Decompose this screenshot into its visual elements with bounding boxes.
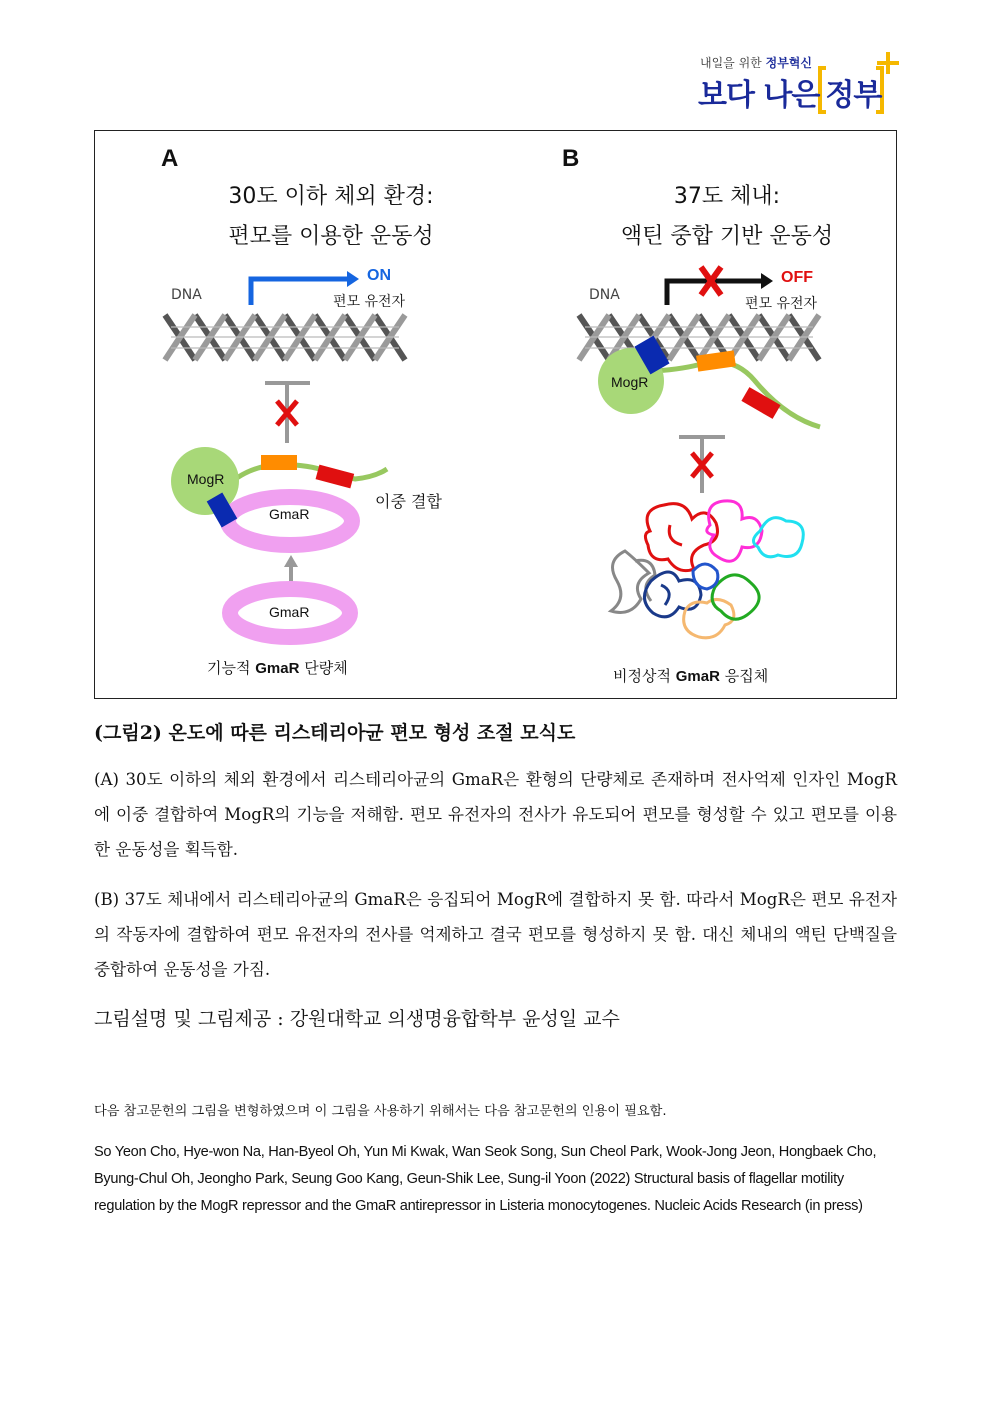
panel-b-off-label: OFF [781,269,813,286]
panel-b-caption-prefix: 비정상적 [613,667,671,685]
figure-caption-title: (그림2) 온도에 따른 리스테리아균 편모 형성 조절 모식도 [94,722,576,744]
panel-b-mogr-label: MogR [611,374,649,390]
logo-tagline-prefix: 내일을 위한 [700,56,762,70]
panel-a-mogr-label: MogR [187,471,225,487]
panel-a-up-arrowhead [284,555,298,567]
panel-a-red-block [316,465,355,489]
panel-b-red-block [741,387,780,419]
panel-a-title-line2: 편모를 이용한 운동성 [228,224,434,249]
panel-b-title-line1: 37도 체내: [673,184,781,209]
panel-a-on-arrowhead [347,271,359,287]
panel-b-gene-label: 편모 유전자 [745,296,818,312]
panel-a-caption-suffix: 단량체 [304,659,348,677]
panel-a-gmar-bound-label: GmaR [269,506,310,522]
panel-a-letter: A [161,145,179,172]
figure-schematic [94,130,897,699]
panel-a-graphics [165,271,405,637]
panel-a-caption [207,657,348,678]
reference-citation: So Yeon Cho, Hye-won Na, Han-Byeol Oh, Yun Mi Kwak, Wan Seok Song, Sun Cheol Park, Wook-Jong Jeon, Hongbaek Cho, Byung-Chul Oh, Jeongho Park, Seung Goo Kang, Geun-Shik Lee, Sung-il Yoon (2022) Structural basis of flagellar motility regulation by the MogR repressor and the GmaR antirepressor in Listeria monocytogenes. Nucleic Acids Research (in press) [94,1144,877,1214]
panel-b-gmar-aggregate [611,501,803,638]
panel-a-binding-label: 이중 결합 [375,492,442,511]
figure-credit: 그림설명 및 그림제공 : 강원대학교 의생명융합학부 윤성일 교수 [94,1008,620,1030]
panel-b-letter: B [562,145,580,172]
panel-b-off-arrowhead [761,273,773,289]
panel-a-dna-label: DNA [171,287,202,303]
logo-main-right: 정부 [825,78,882,113]
logo-tagline-bold: 정부혁신 [765,56,812,70]
caption-paragraph-a: (A) 30도 이하의 체외 환경에서 리스테리아균의 GmaR은 환형의 단량체로 존재하며 전사억제 인자인 MogR에 이중 결합하여 MogR의 기능을 저해함. 편모 유전자의 전사가 유도되어 편모를 형성할 수 있고 편모를 이용한 운동성을 획득함. [94,770,897,859]
panel-b-dna-label: DNA [589,287,620,303]
panel-a-gene-label: 편모 유전자 [333,294,406,310]
panel-a-dna-helix [165,315,405,360]
government-logo [690,46,905,116]
panel-a-title-line1: 30도 이하 체외 환경: [228,184,434,209]
logo-tagline [700,54,812,71]
panel-a-caption-bold: GmaR [255,660,300,677]
panel-b-graphics [579,267,820,638]
logo-wordmark [698,70,881,114]
citation-note: 다음 참고문헌의 그림을 변형하였으며 이 그림을 사용하기 위해서는 다음 참고문헌의 인용이 필요함. [94,1104,667,1119]
logo-main-left: 보다 나은 [698,78,820,113]
panel-b-caption [613,665,768,686]
panel-a-gmar-free-label: GmaR [269,604,310,620]
panel-a-caption-prefix: 기능적 [207,659,251,677]
caption-paragraph-b: (B) 37도 체내에서 리스테리아균의 GmaR은 응집되어 MogR에 결합하지 못 함. 따라서 MogR은 편모 유전자의 작동자에 결합하여 편모 유전자의 전사를 억제하고 결국 편모를 형성하지 못 함. 대신 체내의 액틴 단백질을 중합하여 운동성을 가짐. [94,890,897,979]
panel-b-linker [655,362,820,427]
panel-a-linker [221,465,387,491]
panel-b-caption-suffix: 응집체 [724,667,769,685]
panel-b-caption-bold: GmaR [675,668,720,685]
panel-a-on-label: ON [367,267,391,284]
panel-b-title-line2: 액틴 중합 기반 운동성 [620,224,834,249]
panel-a-orange-block [261,455,297,470]
